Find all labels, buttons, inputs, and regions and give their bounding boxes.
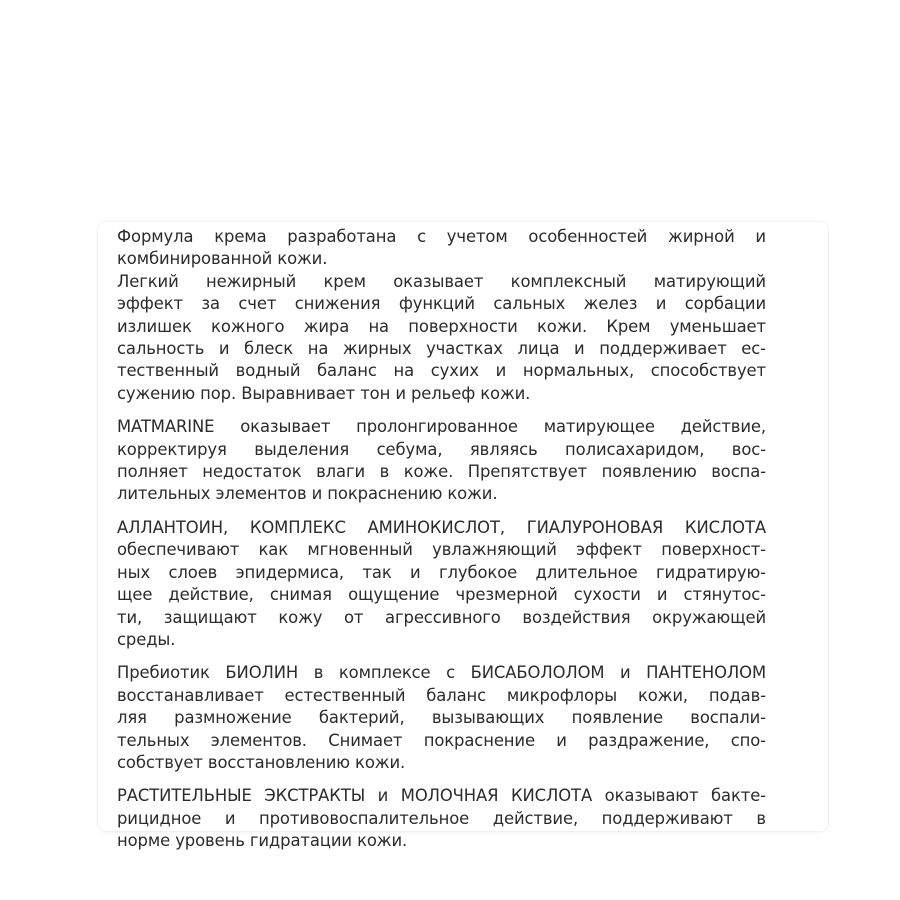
- text-line: Пребиотик БИОЛИН в комплексе с БИСАБОЛОЛОМ и ПАНТЕНОЛОМ: [117, 663, 766, 683]
- paragraph-allantoin: [117, 517, 766, 651]
- paragraph-formula: [117, 226, 766, 271]
- text-line: АЛЛАНТОИН, КОМПЛЕКС АМИНОКИСЛОТ, ГИАЛУРОНОВАЯ КИСЛОТА: [117, 517, 766, 537]
- text-line: тельных элементов. Снимает покраснение и раздражение, спо-: [117, 730, 766, 750]
- text-line: лительных элементов и покраснению кожи.: [117, 484, 498, 504]
- text-line: щее действие, снимая ощущение чрезмерной сухости и стянутос-: [117, 585, 766, 605]
- description-card: [98, 222, 828, 851]
- paragraph-matmarine: [117, 416, 766, 506]
- paragraph-plant-extracts: [117, 785, 766, 852]
- text-line: комбинированной кожи.: [117, 249, 328, 269]
- text-line: ных слоев эпидермиса, так и глубокое длительное гидратирую-: [117, 562, 766, 582]
- text-line: восстанавливает естественный баланс микрофлоры кожи, подав-: [117, 685, 766, 705]
- text-line: полняет недостаток влаги в коже. Препятствует появлению воспа-: [117, 462, 766, 482]
- text-line: сальность и блеск на жирных участках лица и поддерживает ес-: [117, 339, 766, 359]
- text-line: MATMARINE оказывает пролонгированное матирующее действие,: [117, 417, 766, 437]
- text-line: ляя размножение бактерий, вызывающих появление воспали-: [117, 708, 766, 728]
- text-line: Легкий нежирный крем оказывает комплексный матирующий: [117, 271, 766, 291]
- paragraph-prebiotic: [117, 662, 766, 774]
- text-line: РАСТИТЕЛЬНЫЕ ЭКСТРАКТЫ и МОЛОЧНАЯ КИСЛОТА оказывают бакте-: [117, 786, 766, 806]
- text-line: обеспечивают как мгновенный увлажняющий эффект поверхност-: [117, 540, 766, 560]
- text-line: Формула крема разработана с учетом особенностей жирной и: [117, 227, 766, 246]
- text-line: корректируя выделения себума, являясь полисахаридом, вос-: [117, 439, 766, 459]
- text-line: среды.: [117, 629, 176, 649]
- text-line: сужению пор. Выравнивает тон и рельеф кожи.: [117, 383, 531, 403]
- text-line: собствует восстановлению кожи.: [117, 752, 406, 772]
- text-line: тественный водный баланс на сухих и нормальных, способствует: [117, 361, 766, 381]
- text-line: рицидное и противовоспалительное действие, поддерживают в: [117, 808, 766, 828]
- text-line: эффект за счет снижения функций сальных желез и сорбации: [117, 294, 766, 314]
- text-line: излишек кожного жира на поверхности кожи. Крем уменьшает: [117, 316, 766, 336]
- paragraph-mattifying-effect: [117, 271, 766, 405]
- text-line: ти, защищают кожу от агрессивного воздействия окружающей: [117, 607, 766, 627]
- text-line: норме уровень гидратации кожи.: [117, 831, 408, 851]
